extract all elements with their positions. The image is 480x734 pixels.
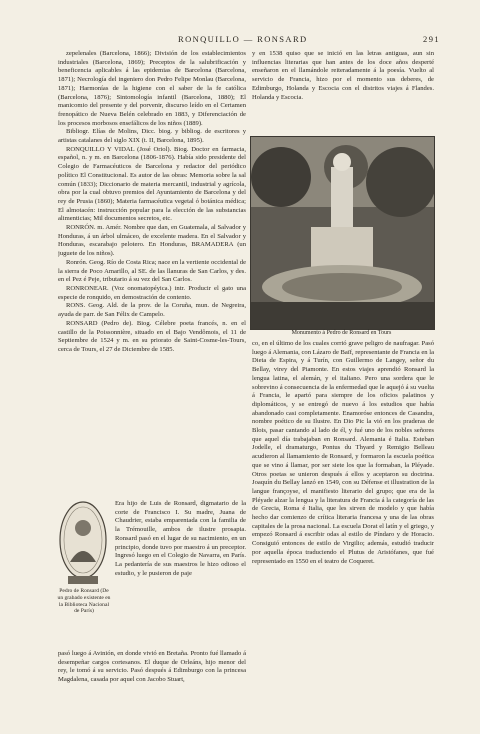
running-title: RONQUILLO — RONSARD [178, 34, 308, 44]
paragraph: RONQUILLO Y VIDAL (José Oriol). Biog. Doctor en farmacia, español, n. y m. en Barcelona (1806-1876). Había sido presidente del Colegio de Farmacéuticos de Barcelona y redactor del periódico político El Constitucional. Es autor de las obras: Memoria sobre la sal común (1833); Diccionario de materia mercantil, industrial y agrícola, obra por la cual obtuvo premios del Ayuntamiento de Barcelona y del rey de Prusia (1860); Materia farmacéutica vegetal ó botánica médica; El almotacén: instrucción popular para la elección de las substancias alimenticias; Mil documentos secretos, etc. [58, 145, 246, 223]
right-bottom-text: co, en el último de los cuales corrió grave peligro de naufragar. Pasó luego á Alemania, con Lázaro de Baïf, representante de Francia en la Dieta de Espira, y á Turín, con Guillermo de Langey, señor du Bellay, virey del Piamonte. En estos viajes aprendió Ronsard la lengua latina, el alemán, y el italiano. Pero una sordera que le sobrevino á consecuencia de la enfermedad que le aquejó á su vuelta á Francia, le apartó para siempre de los oficios palatinos y diplomáticos, y se entregó de nuevo á los estudios que había abandonado casi completamente. Enamoróse entonces de Casandra, nombre poético de su Ilustre. En Dio Pic la vió en los praderas de Blois, pasar cantando al lado de él, y fué uno de los nobles señores que aquel día trabajaban en Ronsard. Alemania é Italia. Esteban Jodelle, el dramaturgo, Pontus du Thyard y Remigio Belleau acudieron al llamamiento de Ronsard, y formaron la escuela poética que se vino á llamar, por ser siete los que la formaban, la Pléyade. Otros poetas se unieron después á ellos y aceptaron su doctrina. Joaquín du Bellay lanzó en 1549, con su Défense et illustration de la langue françoyse, el manifiesto literario del grupo; que era de la Pléyade alzar la lengua y la literatura de Francia á la categoría de las de Grecia, Roma é Italia, que les sirven de modelo y que había hecho dar comienzo de crítica literaria francesa y una de las obras capitales de la prosa nacional. La escuela Dorat el latín y el griego, y empezó Ronsard á escribir odas al estilo de Píndaro y de Horacio. Consiguió entonces de estilo de Virgilio; además, estudió traducir por aquella época traduciendo el Plutus de Aristófanes, que fué representado en 1550 en el teatro de Coqueret. [252, 340, 434, 565]
right-top-text: y en 1538 quiso que se inició en las letras antiguas, aun sin influencias literarias que han antes de los doce años desperté enseñaron en el llamándole reiteradamente á la poesía. Vuelto al servicio de Francia, hizo por el momento sus deberes, de Edimburgo, Holanda y Escocia con el distritos viajes á Flandes. Holanda y Escocia. [252, 50, 434, 101]
paragraph: Ronrón. Geog. Río de Costa Rica; nace en la vertiente occidental de la sierra de Poco Amarillo, al SE. de las llanuras de San Carlos, y des. en el Pez é Peje, tributario á su vez del San Carlos. [58, 258, 246, 284]
paragraph: Bibliogr. Elías de Molins, Dicc. biog. y bibliog. de escritores y artistas catalanes del siglo XIX (t. II, Barcelona, 1895). [58, 128, 246, 145]
portrait-engraving [58, 500, 108, 586]
paragraph: zepelenales (Barcelona, 1866); División de los establecimientos industriales (Barcelona, 1869); Preceptos de la salubrificación y beneficencia aplicables á las epidemias de Barcelona (Barcelona, 1871); Necrología del ingeniero don Pedro Felipe Monlau (Barcelona, 1871); Harmonías de la higiene con el saber de la fe católica (Barcelona, 1876); Sintomología infantil (Barcelona, 1880); El manicomio del presente y del porvenir, discurso leído en el Certamen frenopático de Nueva Belén celebrado en 1883, y Diferenciación de los procesos morbosos ensefálicos de los niños (1889). [58, 50, 246, 127]
monument-caption: Monumento á Pedro de Ronsard en Tours [291, 330, 392, 336]
left-bottom-text: pasó luego á Avinión, en donde vivió en Bretaña. Pronto fué llamado á desempeñar cargos cortesanos. El duque de Orleáns, hijo menor del rey, le tomó á su servicio. Pasó después á Edimburgo con la princesa Magdalena, casada por aquel con Jacobo Stuart, [58, 650, 246, 684]
paragraph: RONS. Geog. Ald. de la prov. de la Coruña, mun. de Negreira, ayuda de parr. de San Félix de Campelo. [58, 302, 246, 319]
page-header [58, 34, 440, 46]
paragraph: RONSARD (Pedro de). Biog. Célebre poeta francés, n. en el castillo de la Poissonnière, situado en el Bajo Vendômois, el 11 de Septiembre de 1524 y m. en su priorato de Saint-Cosme-les-Tours, cerca de Tours, el 27 de Diciembre de 1585. [58, 319, 246, 353]
paragraph: RONRONEAR. (Voz onomatopéyica.) intr. Producir el gato una especie de ronquido, en demostración de contento. [58, 284, 246, 301]
page-number: 291 [423, 34, 440, 44]
left-flow-text: Era hijo de Luis de Ronsard, digmatario de la corte de Francisco I. Su madre, Juana de Chaudrier, estaba emparentada con la familia de la Trémouille, ambos de ilustre prosapia. Ronsard pasó en el lugar de su nacimiento, en un principio, donde tuvo por maestro á un preceptor. Ingresó luego en el Colegio de Navarra, en París. La pedantería de sus maestros le hizo odioso el estudio, y le pusieron de paje [115, 500, 246, 577]
paragraph: RONRÓN. m. Amér. Nombre que dan, en Guatemala, al Salvador y Honduras, á un árbol ulmáceo, de excelente madera. En el Salvador y Honduras, escarabajo pelotero. En Honduras, BRAMADERA (un juguete de los niños). [58, 224, 246, 258]
portrait-caption: Pedro de Ronsard (De un grabado existente en la Biblioteca Nacional de París) [57, 588, 111, 615]
monument-photo [250, 136, 435, 330]
